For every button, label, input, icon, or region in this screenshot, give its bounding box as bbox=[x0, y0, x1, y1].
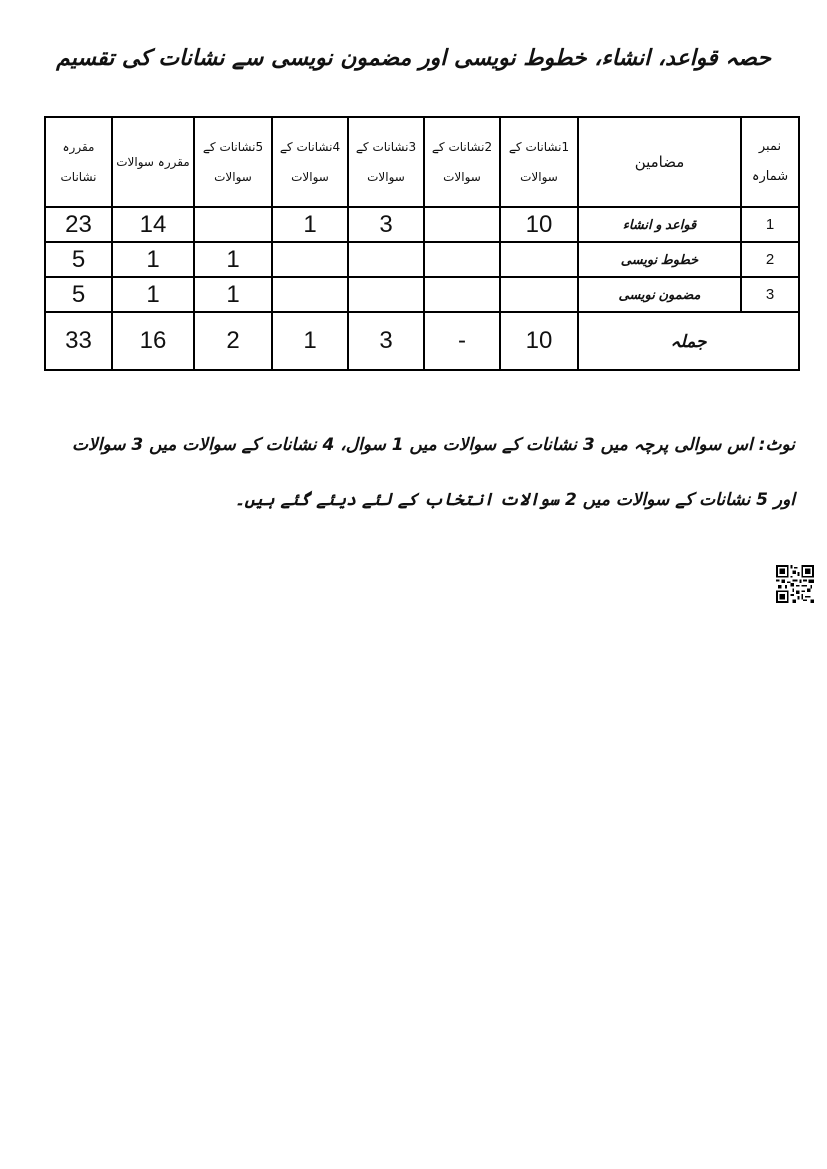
table-header-row bbox=[45, 117, 799, 207]
header-1-mark: 1نشانات کے سوالات bbox=[500, 117, 578, 207]
m1-cell bbox=[500, 277, 578, 312]
total-marks-cell: 33 bbox=[45, 312, 112, 370]
questions-cell: 1 bbox=[112, 277, 194, 312]
m3-cell bbox=[348, 242, 424, 277]
header-2-mark: 2نشانات کے سوالات bbox=[424, 117, 500, 207]
questions-cell: 14 bbox=[112, 207, 194, 242]
marks-cell: 23 bbox=[45, 207, 112, 242]
total-m1-cell: 10 bbox=[500, 312, 578, 370]
subject-cell: مضمون نویسی bbox=[578, 277, 741, 312]
serial-cell: 2 bbox=[741, 242, 799, 277]
m4-cell bbox=[272, 242, 348, 277]
m2-cell bbox=[424, 277, 500, 312]
m3-cell bbox=[348, 277, 424, 312]
m1-cell bbox=[500, 242, 578, 277]
m5-cell: 1 bbox=[194, 277, 272, 312]
header-subjects: مضامین bbox=[578, 117, 741, 207]
header-marks: مقررہ نشانات bbox=[45, 117, 112, 207]
m2-cell bbox=[424, 242, 500, 277]
serial-cell: 1 bbox=[741, 207, 799, 242]
m5-cell: 1 bbox=[194, 242, 272, 277]
header-3-mark: 3نشانات کے سوالات bbox=[348, 117, 424, 207]
marks-cell: 5 bbox=[45, 277, 112, 312]
serial-cell: 3 bbox=[741, 277, 799, 312]
total-label: جملہ bbox=[578, 312, 799, 370]
marks-cell: 5 bbox=[45, 242, 112, 277]
table-row bbox=[45, 277, 799, 312]
m4-cell: 1 bbox=[272, 207, 348, 242]
m1-cell: 10 bbox=[500, 207, 578, 242]
total-questions-cell: 16 bbox=[112, 312, 194, 370]
m3-cell: 3 bbox=[348, 207, 424, 242]
header-serial: نمبر شمارہ bbox=[741, 117, 799, 207]
table-row bbox=[45, 207, 799, 242]
m4-cell bbox=[272, 277, 348, 312]
note-text: نوٹ: اس سوالی پرچہ میں 3 نشانات کے سوالات میں 1 سوال، 4 نشانات کے سوالات میں 3 سوالات اور 5 نشانات کے سوالات میں 2 سوالات انتخاب کے لئے دیئے گئے ہیں۔ bbox=[72, 435, 795, 510]
total-m5-cell: 2 bbox=[194, 312, 272, 370]
m2-cell bbox=[424, 207, 500, 242]
subject-cell: خطوط نویسی bbox=[578, 242, 741, 277]
marks-distribution-table bbox=[44, 116, 800, 371]
total-row bbox=[45, 312, 799, 370]
table-row bbox=[45, 242, 799, 277]
header-5-mark: 5نشانات کے سوالات bbox=[194, 117, 272, 207]
total-m3-cell: 3 bbox=[348, 312, 424, 370]
total-m4-cell: 1 bbox=[272, 312, 348, 370]
qr-code-icon bbox=[776, 565, 814, 603]
header-4-mark: 4نشانات کے سوالات bbox=[272, 117, 348, 207]
total-m2-cell: - bbox=[424, 312, 500, 370]
header-questions: مقررہ سوالات bbox=[112, 117, 194, 207]
m5-cell bbox=[194, 207, 272, 242]
questions-cell: 1 bbox=[112, 242, 194, 277]
page-title: حصہ قواعد، انشاء، خطوط نویسی اور مضمون نویسی سے نشانات کی تقسیم bbox=[56, 46, 771, 71]
subject-cell: قواعد و انشاء bbox=[578, 207, 741, 242]
